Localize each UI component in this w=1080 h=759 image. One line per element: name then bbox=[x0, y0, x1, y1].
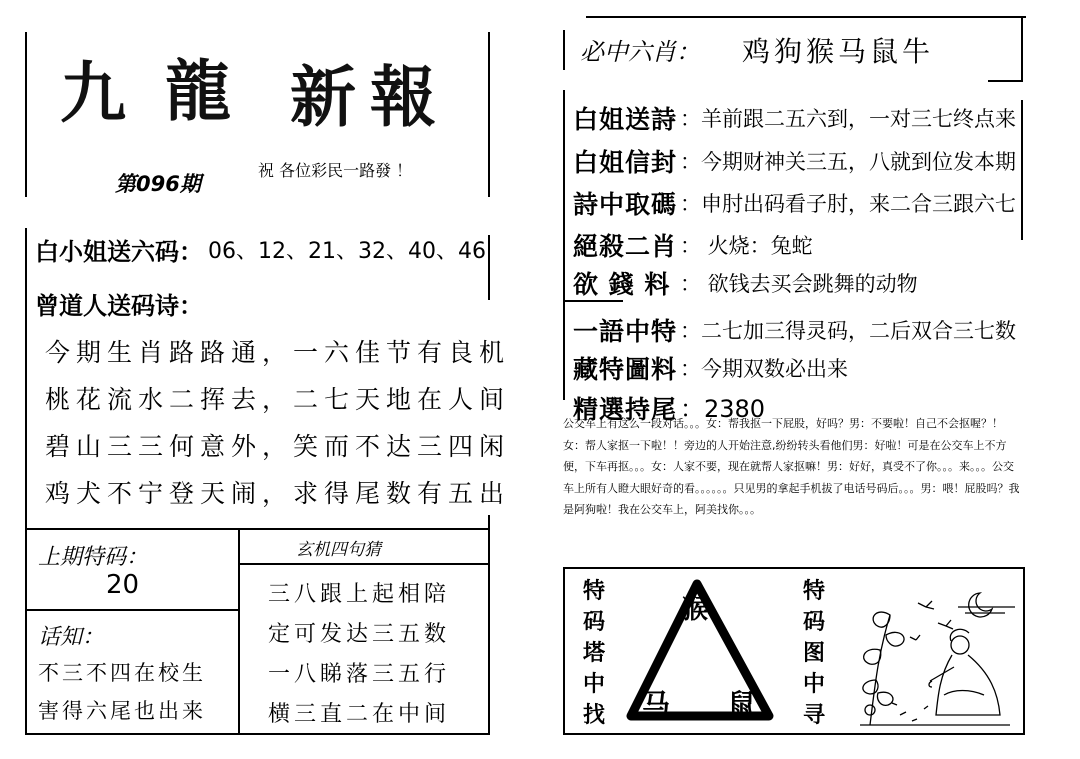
tip-label: 白姐送詩 bbox=[573, 105, 678, 134]
tip-text: ： 欲钱去买会跳舞的动物 bbox=[680, 272, 918, 296]
picture-label-char: 中 bbox=[802, 672, 825, 697]
picture-label bbox=[800, 576, 828, 731]
tip-text: ：二七加三得灵码，二后双合三七数 bbox=[680, 319, 1016, 343]
issue-number: 第096期 bbox=[115, 172, 201, 196]
greeting: 祝 各位彩民一路發 ！ bbox=[258, 161, 413, 180]
rows-left-border bbox=[563, 90, 565, 400]
poem-line: 桃花流水二挥去，二七天地在人间 bbox=[45, 385, 511, 414]
tip-text: ：申肘出码看子肘，来二合三跟六七 bbox=[680, 192, 1016, 216]
picture-label-char: 码 bbox=[802, 610, 825, 635]
joke-story: 公交车上有这么一段对话。。。女：帮我抠一下屁股，好吗？男：不要啦！自己不会抠喔？！女：帮人家抠一下啦！！旁边的人开始注意,纷纷转头看他们男：好啦！可是在公交车上不方便，下车再抠。。。女：人家不要，现在就帮人家抠嘛！男：好好，真受不了你。。。来。。。公交车上所有人瞪大眼好奇的看。。。。。。只见男的拿起手机拔了电话号码后。。。男：喂！屁股吗？我是阿狗啦！我在公交车上，阿美找你。。。 bbox=[563, 417, 1020, 516]
masthead-right-border bbox=[488, 32, 490, 197]
masthead-char-3: 新 bbox=[290, 58, 358, 136]
tower-label-char: 找 bbox=[582, 703, 605, 728]
plant-stem-icon bbox=[870, 615, 890, 725]
block-left-border bbox=[25, 228, 27, 528]
tip-label: 絕殺二肖 bbox=[573, 232, 678, 261]
picture-label-char: 图 bbox=[802, 641, 825, 666]
six-codes-value: 06、12、21、32、40、46 bbox=[208, 239, 486, 264]
triangle-left-char: 马 bbox=[642, 688, 671, 721]
leaf-icon bbox=[886, 632, 904, 646]
riddle-title: 玄机四句猜 bbox=[296, 540, 381, 560]
six-codes-label: 白小姐送六码： bbox=[35, 238, 203, 266]
figure-arm bbox=[929, 667, 954, 687]
riddle-line: 定可发达三五数 bbox=[268, 622, 451, 647]
insect-icon bbox=[910, 635, 920, 640]
masthead-char-1: 九 bbox=[60, 54, 128, 132]
tip-label: 詩中取碼 bbox=[573, 190, 678, 219]
grid-top-rule bbox=[25, 528, 490, 530]
leaf-icon bbox=[864, 649, 881, 664]
grid-right-mid-rule bbox=[238, 563, 490, 565]
grid-right-border bbox=[488, 528, 490, 735]
must-six-value: 鸡狗猴马鼠牛 bbox=[742, 35, 935, 68]
ground-marks bbox=[860, 703, 1010, 725]
pebble bbox=[865, 705, 875, 715]
rows-right-border bbox=[1021, 100, 1023, 240]
tip-label: 欲 錢 料 bbox=[573, 270, 671, 299]
block-right-border-bottom bbox=[488, 515, 490, 529]
tower-label-char: 中 bbox=[582, 672, 605, 697]
tip-label: 精選持尾 bbox=[573, 395, 678, 424]
figure-fold bbox=[944, 691, 984, 696]
grid-left-mid-rule bbox=[25, 609, 239, 611]
header-right-tick bbox=[988, 80, 1023, 82]
riddle-line: 三八跟上起相陪 bbox=[268, 582, 451, 607]
leaf-icon bbox=[877, 692, 892, 705]
insect-icon bbox=[918, 601, 934, 609]
grid-divider bbox=[238, 528, 240, 735]
saying-label: 话知： bbox=[38, 625, 105, 650]
picture-label-char: 寻 bbox=[802, 703, 825, 728]
bottom-right-border bbox=[1023, 567, 1025, 735]
header-left-border bbox=[563, 30, 565, 70]
poem-line: 鸡犬不宁登天闹，求得尾数有五出 bbox=[45, 479, 511, 508]
tower-label bbox=[580, 576, 608, 731]
masthead-left-border bbox=[25, 32, 27, 197]
tip-label: 白姐信封 bbox=[573, 148, 678, 177]
figure-head bbox=[951, 636, 969, 654]
tip-text: ：今期双数必出来 bbox=[680, 357, 848, 381]
riddle-line: 横三直二在中间 bbox=[268, 702, 451, 727]
tower-label-char: 塔 bbox=[582, 641, 605, 666]
ink-illustration bbox=[840, 575, 1020, 730]
riddle-line: 一八睇落三五行 bbox=[268, 662, 451, 687]
triangle-top-char: 猴 bbox=[682, 595, 709, 625]
grid-bottom-rule bbox=[25, 733, 490, 735]
figure-robe bbox=[936, 655, 1000, 715]
bottom-left-border bbox=[563, 567, 565, 735]
triangle-right-char: 鼠 bbox=[728, 688, 757, 721]
insect-icon bbox=[938, 620, 953, 629]
poem-line: 今期生肖路路通，一六佳节有良机 bbox=[45, 338, 511, 367]
tower-label-char: 特 bbox=[582, 579, 605, 604]
poem-line: 碧山三三何意外，笑而不达三四闲 bbox=[45, 432, 511, 461]
tip-text: ：2380 bbox=[680, 395, 766, 423]
tip-label: 藏特圖料 bbox=[573, 355, 678, 384]
must-six-label: 必中六肖： bbox=[580, 38, 700, 66]
tip-text: ： 火烧：兔蛇 bbox=[680, 234, 813, 258]
poem-label: 曾道人送码诗： bbox=[35, 292, 203, 320]
bottom-top-rule bbox=[563, 567, 1025, 569]
saying-line: 害得六尾也出来 bbox=[38, 699, 206, 723]
grid-left-border bbox=[25, 528, 27, 735]
picture-label-char: 特 bbox=[802, 579, 825, 604]
header-top-rule bbox=[586, 16, 1026, 18]
header-right-border bbox=[1021, 16, 1023, 82]
tip-label: 一語中特 bbox=[573, 317, 678, 346]
block-right-border-top bbox=[488, 235, 490, 300]
masthead-char-4: 報 bbox=[370, 58, 438, 136]
bottom-bottom-rule bbox=[563, 733, 1025, 735]
masthead-char-2: 龍 bbox=[165, 52, 233, 130]
tip-text: ：羊前跟二五六到，一对三七终点来 bbox=[680, 107, 1016, 131]
tower-label-char: 码 bbox=[582, 610, 605, 635]
last-special-value: 20 bbox=[106, 570, 140, 600]
last-special-label: 上期特码： bbox=[38, 545, 149, 570]
saying-line: 不三不四在校生 bbox=[38, 661, 206, 685]
tip-text: ：今期财神关三五，八就到位发本期 bbox=[680, 150, 1016, 174]
